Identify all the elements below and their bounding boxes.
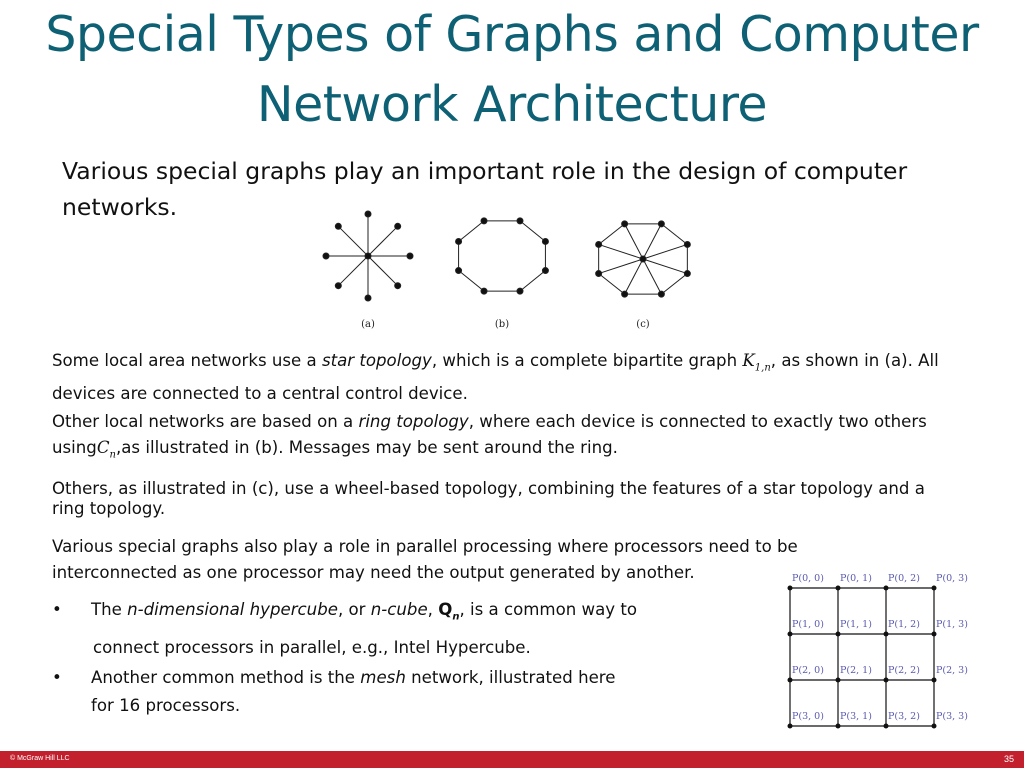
- ring-edge: [520, 271, 545, 292]
- star-edge: [338, 226, 368, 256]
- mesh-node-label: P(2, 0): [792, 665, 824, 676]
- ring-node: [517, 218, 523, 224]
- mesh-node: [884, 724, 889, 729]
- wheel-node: [658, 221, 664, 227]
- mesh-node-label: P(1, 3): [936, 619, 968, 630]
- mesh-node: [884, 678, 889, 683]
- paragraph-ring-topology: Other local networks are based on a ring topology, where each device is connected to exactly two others usingC$_n$,as illustrated in (b). Messages may be sent around the ring.: [52, 412, 927, 461]
- star-node: [365, 295, 371, 301]
- ring-node: [456, 238, 462, 244]
- wheel-node: [622, 291, 628, 297]
- mesh-node: [932, 724, 937, 729]
- mesh-node-label: P(2, 1): [840, 665, 872, 676]
- mesh-node: [884, 586, 889, 591]
- star-node: [323, 253, 329, 259]
- wheel-node: [622, 221, 628, 227]
- mesh-node-label: P(3, 0): [792, 711, 824, 722]
- mesh-node-label: P(1, 2): [888, 619, 920, 630]
- mesh-node-label: P(0, 0): [792, 573, 824, 584]
- term-mesh: mesh: [360, 668, 406, 687]
- star-edge: [368, 226, 398, 256]
- copyright-text: © McGraw Hill LLC: [10, 755, 70, 762]
- mesh-node: [836, 586, 841, 591]
- math-cn: $C_n$: [96, 438, 116, 461]
- star-node: [365, 211, 371, 217]
- mesh-node: [932, 678, 937, 683]
- star-node: [407, 253, 413, 259]
- mesh-node-label: P(0, 3): [936, 573, 968, 584]
- star-node: [335, 283, 341, 289]
- wheel-rim-edge: [661, 274, 687, 295]
- wheel-rim-edge: [599, 224, 625, 245]
- mesh-node: [788, 724, 793, 729]
- mesh-network-diagram: [786, 566, 986, 734]
- ring-edge: [459, 221, 484, 242]
- mesh-node: [836, 724, 841, 729]
- wheel-graph-diagram: [596, 221, 691, 297]
- wheel-node: [596, 241, 602, 247]
- ring-node: [481, 218, 487, 224]
- mesh-node-label: P(2, 2): [888, 665, 920, 676]
- mesh-node: [788, 586, 793, 591]
- paragraph-star-topology: Some local area networks use a star topology, which is a complete bipartite graph $K_{1,n}$, as shown in (a). All devices are connected to a central control device.: [52, 351, 939, 404]
- ring-edge: [459, 271, 484, 292]
- star-graph-diagram: [323, 211, 413, 301]
- star-edge: [368, 256, 398, 286]
- topology-diagrams: [310, 206, 710, 336]
- ring-graph-diagram: [456, 218, 549, 294]
- wheel-rim-edge: [599, 274, 625, 295]
- math-k1n: $K_{1,n}$: [742, 351, 771, 374]
- mesh-node: [884, 632, 889, 637]
- footer-bar: [0, 751, 1024, 768]
- slide-title: [0, 0, 1024, 140]
- diagram-label-b: (b): [494, 319, 510, 330]
- wheel-node: [658, 291, 664, 297]
- ring-node: [542, 268, 548, 274]
- star-node: [395, 223, 401, 229]
- wheel-rim-edge: [661, 224, 687, 245]
- wheel-hub-node: [640, 256, 646, 262]
- mesh-node-label: P(3, 1): [840, 711, 872, 722]
- paragraph-wheel-topology: Others, as illustrated in (c), use a wheel-based topology, combining the features of a star topology and a ring topology.: [52, 479, 925, 518]
- mesh-node: [836, 632, 841, 637]
- ring-node: [542, 238, 548, 244]
- diagram-label-c: (c): [636, 319, 650, 330]
- diagram-label-a: (a): [361, 319, 375, 330]
- mesh-node: [932, 632, 937, 637]
- star-center-node: [365, 253, 371, 259]
- wheel-node: [684, 241, 690, 247]
- wheel-node: [596, 271, 602, 277]
- star-node: [395, 283, 401, 289]
- ring-edge: [520, 221, 545, 242]
- math-qn: $Q_n$: [438, 600, 460, 623]
- title-line-2: Network Architecture: [256, 76, 768, 133]
- mesh-node: [788, 632, 793, 637]
- mesh-node: [788, 678, 793, 683]
- term-ring-topology: ring topology: [358, 412, 469, 431]
- ring-node: [456, 268, 462, 274]
- ring-node: [517, 288, 523, 294]
- mesh-node-label: P(0, 1): [840, 573, 872, 584]
- star-node: [335, 223, 341, 229]
- ring-node: [481, 288, 487, 294]
- mesh-node: [932, 586, 937, 591]
- mesh-node-label: P(3, 3): [936, 711, 968, 722]
- mesh-node-label: P(3, 2): [888, 711, 920, 722]
- mesh-node-label: P(1, 0): [792, 619, 824, 630]
- bullet-marker: •: [52, 668, 62, 687]
- bullet-mesh: • Another common method is the mesh network, illustrated here for 16 processors.: [52, 664, 752, 720]
- mesh-node-label: P(1, 1): [840, 619, 872, 630]
- mesh-node-label: P(0, 2): [888, 573, 920, 584]
- intro-text: Various special graphs play an important role in the design of computer networks.: [62, 157, 908, 221]
- wheel-node: [684, 271, 690, 277]
- title-line-1: Special Types of Graphs and Computer: [45, 6, 979, 63]
- page-number: 35: [1003, 754, 1014, 764]
- paragraph-parallel-processing: Various special graphs also play a role in parallel processing where processors need to be interconnected as one processor may need the output generated by another.: [52, 537, 798, 582]
- bullet-hypercube: • The n-dimensional hypercube, or n-cube, $Q_n$, is a common way to connect processors in parallel, e.g., Intel Hypercube.: [52, 596, 752, 656]
- term-star-topology: star topology: [321, 351, 432, 370]
- bullet-marker: •: [52, 600, 62, 619]
- star-edge: [338, 256, 368, 286]
- mesh-node-label: P(2, 3): [936, 665, 968, 676]
- mesh-node: [836, 678, 841, 683]
